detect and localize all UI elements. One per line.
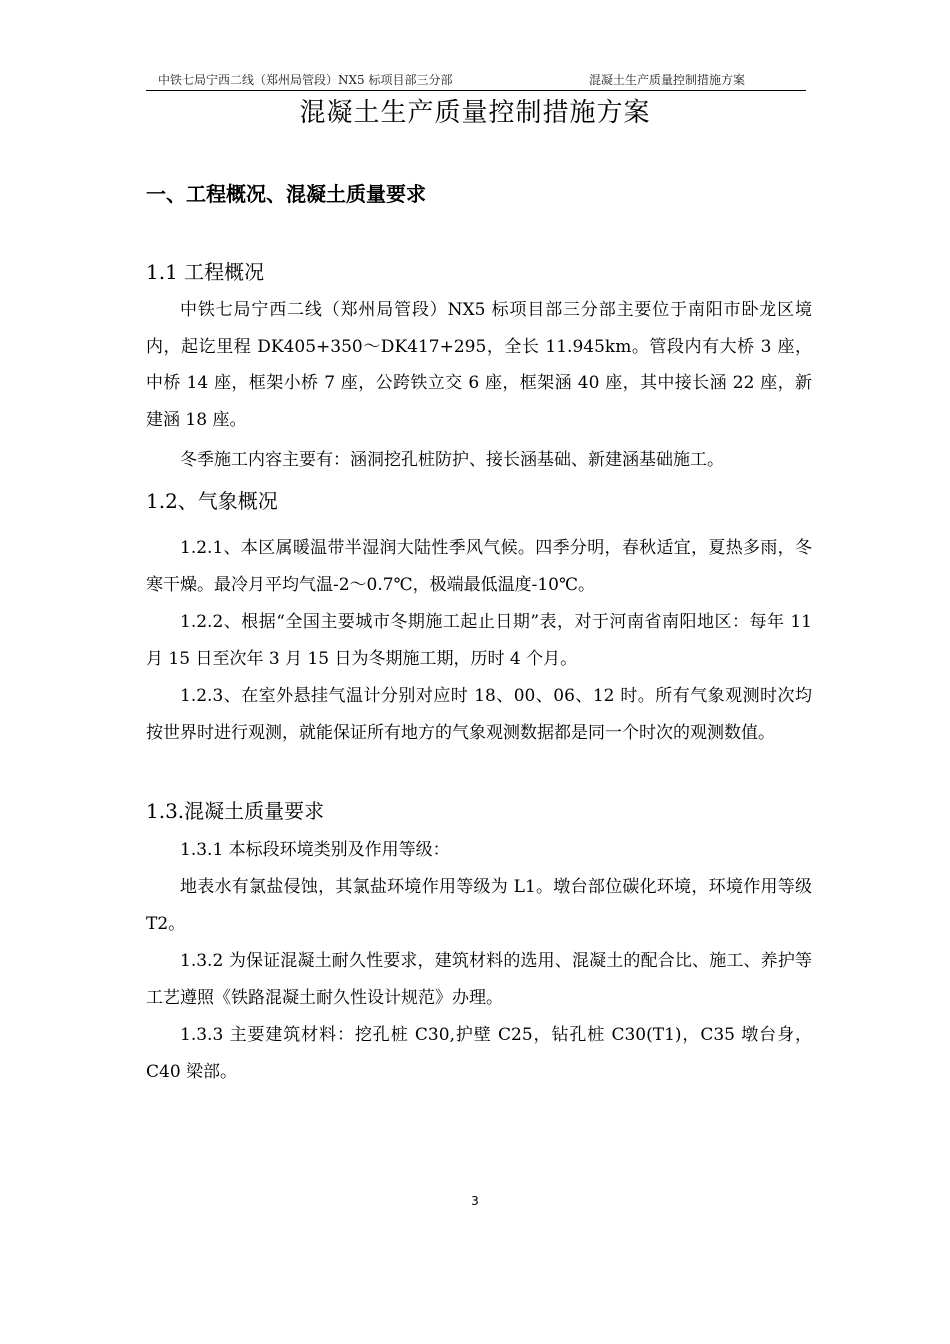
paragraph-winter-period: 1.2.2、根据“全国主要城市冬期施工起止日期”表，对于河南省南阳地区：每年 11 月 15 日至次年 3 月 15 日为冬期施工期，历时 4 个月。 — [146, 612, 812, 669]
subsection-heading-1-2: 1.2、气象概况 — [146, 489, 278, 513]
paragraph-climate: 1.2.1、本区属暖温带半湿润大陆性季风气候。四季分明，春秋适宜，夏热多雨，冬寒干燥。最冷月平均气温-2～0.7℃，极端最低温度-10℃。 — [146, 538, 812, 595]
paragraph-environment-class: 1.3.1 本标段环境类别及作用等级： — [180, 840, 450, 860]
paragraph-project-overview: 中铁七局宁西二线（郑州局管段）NX5 标项目部三分部主要位于南阳市卧龙区境内，起讫里程 DK405+350～DK417+295，全长 11.945km。管段内有大桥 3 座，中桥 14 座，框架小桥 7 座，公跨铁立交 6 座，框架涵 40 座，其中接长涵 22 座，新建涵 18 座。 — [146, 300, 812, 430]
paragraph-winter-construction: 冬季施工内容主要有：涵洞挖孔桩防护、接长涵基础、新建涵基础施工。 — [180, 450, 724, 470]
paragraph-chloride: 地表水有氯盐侵蚀，其氯盐环境作用等级为 L1。墩台部位碳化环境，环境作用等级 T2。 — [146, 877, 812, 934]
header-project-name: 中铁七局宁西二线（郑州局管段）NX5 标项目部三分部 — [158, 73, 453, 87]
document-title: 混凝土生产质量控制措施方案 — [299, 98, 651, 128]
paragraph-materials: 1.3.3 主要建筑材料：挖孔桩 C30,护壁 C25，钻孔桩 C30(T1)，C35 墩台身，C40 梁部。 — [146, 1025, 812, 1082]
section-heading-1: 一、工程概况、混凝土质量要求 — [146, 182, 426, 206]
paragraph-observation: 1.2.3、在室外悬挂气温计分别对应时 18、00、06、12 时。所有气象观测时次均按世界时进行观测，就能保证所有地方的气象观测数据都是同一个时次的观测数值。 — [146, 686, 812, 743]
subsection-heading-1-3: 1.3.混凝土质量要求 — [146, 799, 325, 823]
header-document-name: 混凝土生产质量控制措施方案 — [589, 73, 746, 87]
paragraph-durability: 1.3.2 为保证混凝土耐久性要求，建筑材料的选用、混凝土的配合比、施工、养护等工艺遵照《铁路混凝土耐久性设计规范》办理。 — [146, 951, 812, 1008]
page-number: 3 — [471, 1194, 479, 1208]
subsection-heading-1-1: 1.1 工程概况 — [146, 260, 265, 284]
page-header — [146, 72, 806, 91]
